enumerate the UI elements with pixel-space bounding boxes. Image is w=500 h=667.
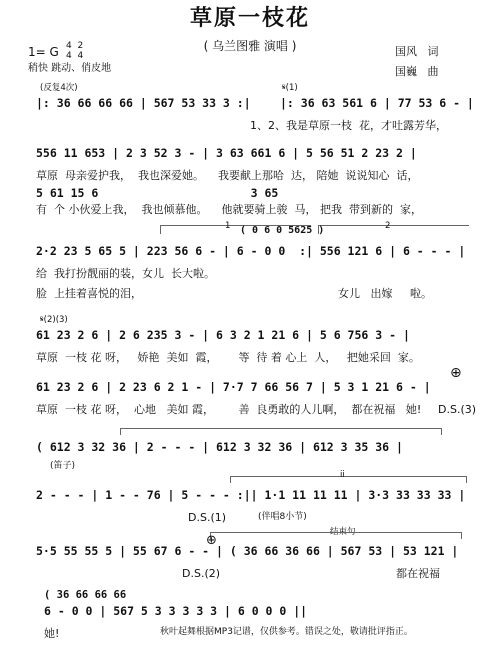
time-signature-top: 4 2 [66,41,84,51]
score-row-8: 5·5 55 55 5 | 55 67 6 - - | ( 36 66 36 66 | 567 53 | 53 121 | [36,544,459,558]
accompaniment-note: (伴唱8小节) [258,512,307,522]
flute-label: (笛子) [50,461,76,471]
score-row-2: 556 11 653 | 2 3 52 3 - | 3 63 661 6 | 5 56 51 2 23 2 | [36,146,417,160]
score-row-1a: |: 36 66 66 66 | 567 53 33 3 :| [36,96,251,110]
transcriber-footer: 秋叶起舞根据MP3记谱，仅供参考。错误之处，敬请批评指正。 [160,627,413,637]
song-title: 草原一枝花 [189,6,310,31]
coda-sign-icon: ⊕ [450,365,462,381]
ending-bracket [210,532,462,539]
lyric-row-6: 草原 一枝 花 呀， 娇艳 美如 霞， 等 待 着 心上 人， 把她采回 家。 [36,351,420,364]
ii-bracket [230,476,467,483]
volta-2-bracket [318,225,469,234]
lyric-row-7: 草原 一枝 花 呀， 心地 美如 霞， 善 良勇敢的人儿啊， 都在祝福 她! [36,403,422,416]
bracket-figure: ( 0 6 0 5625 ) [240,225,325,236]
ds-2-mark: D.S.(2) [182,567,221,580]
lyric-row-9: 她! [44,627,60,640]
lyric-row-4: 给 我打扮靓丽的装，女儿 长大啦。 [36,267,215,280]
score-row-9-paren: ( 36 66 66 66 [44,589,127,601]
composer-credit: 国巍 曲 [395,65,439,78]
time-signature-bottom: 4 4 [66,51,84,61]
volta-1-label: 1 [225,221,231,231]
score-row-7: 2 - - - | 1 - - 76 | 5 - - - :|| 1·1 11 11 11 | 3·3 33 33 33 | [36,488,466,502]
coda-sign-2-icon: ⊕ [206,533,217,548]
lyric-row-8: 都在祝福 [396,567,440,580]
lyric-row-1: 1、2、我是草原一枝 花，才吐露芳华， [250,119,447,132]
score-row-9: 6 - 0 0 | 567 5 3 3 3 3 3 | 6 0 0 0 || [44,604,308,618]
lyric-row-5: 脸 上挂着喜悦的泪， [36,287,142,300]
segno-1-mark: 𝄋(1) [282,83,298,93]
key-signature: 1= G [28,45,59,59]
tempo-marking: 稍快 跳动、俏皮地 [28,63,112,74]
score-row-3: 2·2 23 5 65 5 | 223 56 6 - | 6 - 0 0 :| 556 121 6 | 6 - - - | [36,244,466,258]
lyric-row-2: 草原 母亲爱护我， 我也深爱她。 我要献上那哈 达， 陪她 说说知心 话， [36,169,419,182]
score-row-2-alt: 5 61 15 6 3 65 [36,186,279,200]
ds-3-mark: D.S.(3) [438,403,477,416]
lyric-row-3: 有 个 小伙爱上我， 我也倾慕他。 他就要骑上骏 马， 把我 带到新的 家， [36,203,422,216]
score-row-1b: |: 36 63 561 6 | 77 53 6 - | [280,96,474,110]
repeat-count-mark: (反复4次) [40,83,78,93]
lyric-row-4b: 女儿 出嫁 啦。 [338,287,432,300]
ending-label: 结束句 [330,527,356,537]
ii-label: ii [340,470,345,480]
lyricist-credit: 国风 词 [395,45,439,58]
volta-2-label: 2 [385,221,391,231]
score-row-6: ( 612 3 32 36 | 2 - - - | 612 3 32 36 | 612 3 35 36 | [36,440,403,454]
score-row-5: 61 23 2 6 | 2 23 6 2 1 - | 7·7 7 66 56 7 | 5 3 1 21 6 - | [36,380,431,394]
score-row-4: 61 23 2 6 | 2 6 235 3 - | 6 3 2 1 21 6 | 5 6 756 3 - | [36,328,410,342]
interlude-bracket [120,428,442,435]
segno-23-mark: 𝄋(2)(3) [40,315,68,325]
ds-1-mark: D.S.(1) [188,511,227,524]
performer-subtitle: ( 乌兰图雅 演唱 ) [203,39,297,53]
